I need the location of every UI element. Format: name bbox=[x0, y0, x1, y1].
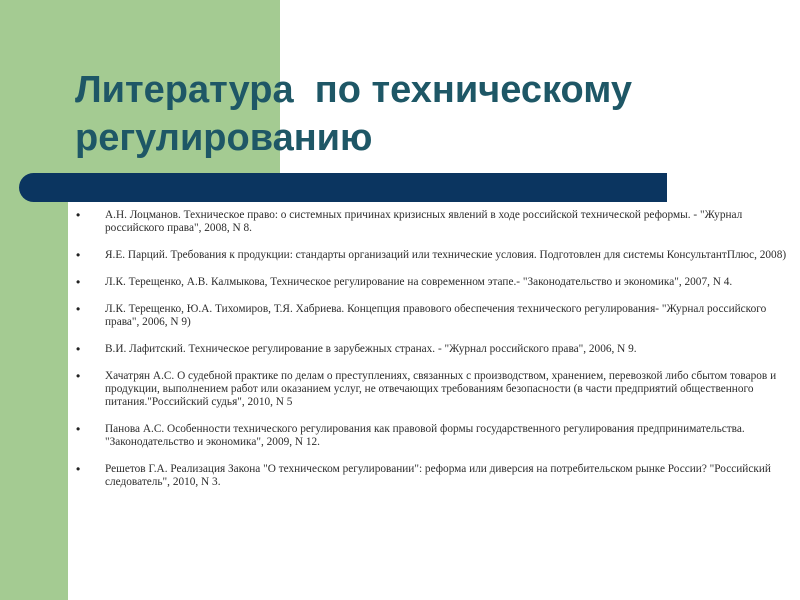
list-item bbox=[76, 209, 791, 235]
bullet-icon: • bbox=[76, 462, 81, 476]
list-item bbox=[76, 303, 791, 329]
reference-text: Решетов Г.А. Реализация Закона "О техническом регулировании": реформа или диверсия на потребительском рынке России? "Российский следователь", 2010, N 3. bbox=[105, 463, 771, 488]
reference-text: А.Н. Лоцманов. Техническое право: о системных причинах кризисных явлений в ходе российской технической реформы. - "Журнал российского права", 2008, N 8. bbox=[105, 209, 743, 234]
list-item bbox=[76, 249, 791, 262]
bullet-icon: • bbox=[76, 248, 81, 262]
reference-text: В.И. Лафитский. Техническое регулирование в зарубежных странах. - "Журнал российского права", 2006, N 9. bbox=[105, 343, 637, 355]
bullet-icon: • bbox=[76, 422, 81, 436]
reference-text: Панова А.С. Особенности технического регулирования как правовой формы государственного регулирования предпринимательства. "Законодательство и экономика", 2009, N 12. bbox=[105, 423, 745, 448]
reference-text: Хачатрян А.С. О судебной практике по делам о преступлениях, связанных с производством, хранением, перевозкой либо сбытом товаров и продукции, выполнением работ или оказанием услуг, не отвечающих требованиям безопасности (в части предприятий общественного питания."Российский судья", 2010, N 5 bbox=[105, 370, 777, 408]
title-underline-bar bbox=[19, 173, 667, 202]
reference-text: Л.К. Терещенко, А.В. Калмыкова, Техническое регулирование на современном этапе.- "Законодательство и экономика", 2007, N 4. bbox=[105, 276, 733, 288]
reference-list bbox=[76, 209, 791, 503]
list-item bbox=[76, 370, 791, 409]
reference-text: Я.Е. Парций. Требования к продукции: стандарты организаций или технические условия. Подготовлен для системы КонсультантПлюс, 2008) bbox=[105, 249, 787, 261]
bullet-icon: • bbox=[76, 342, 81, 356]
slide-title: Литература по техническому регулированию bbox=[75, 69, 643, 159]
reference-text: Л.К. Терещенко, Ю.А. Тихомиров, Т.Я. Хабриева. Концепция правового обеспечения технического регулирования- "Журнал российского права", 2006, N 9) bbox=[105, 303, 767, 328]
bullet-icon: • bbox=[76, 302, 81, 316]
list-item bbox=[76, 423, 791, 449]
bullet-icon: • bbox=[76, 369, 81, 383]
bullet-icon: • bbox=[76, 208, 81, 222]
list-item bbox=[76, 463, 791, 489]
list-item bbox=[76, 343, 791, 356]
list-item bbox=[76, 276, 791, 289]
bullet-icon: • bbox=[76, 275, 81, 289]
